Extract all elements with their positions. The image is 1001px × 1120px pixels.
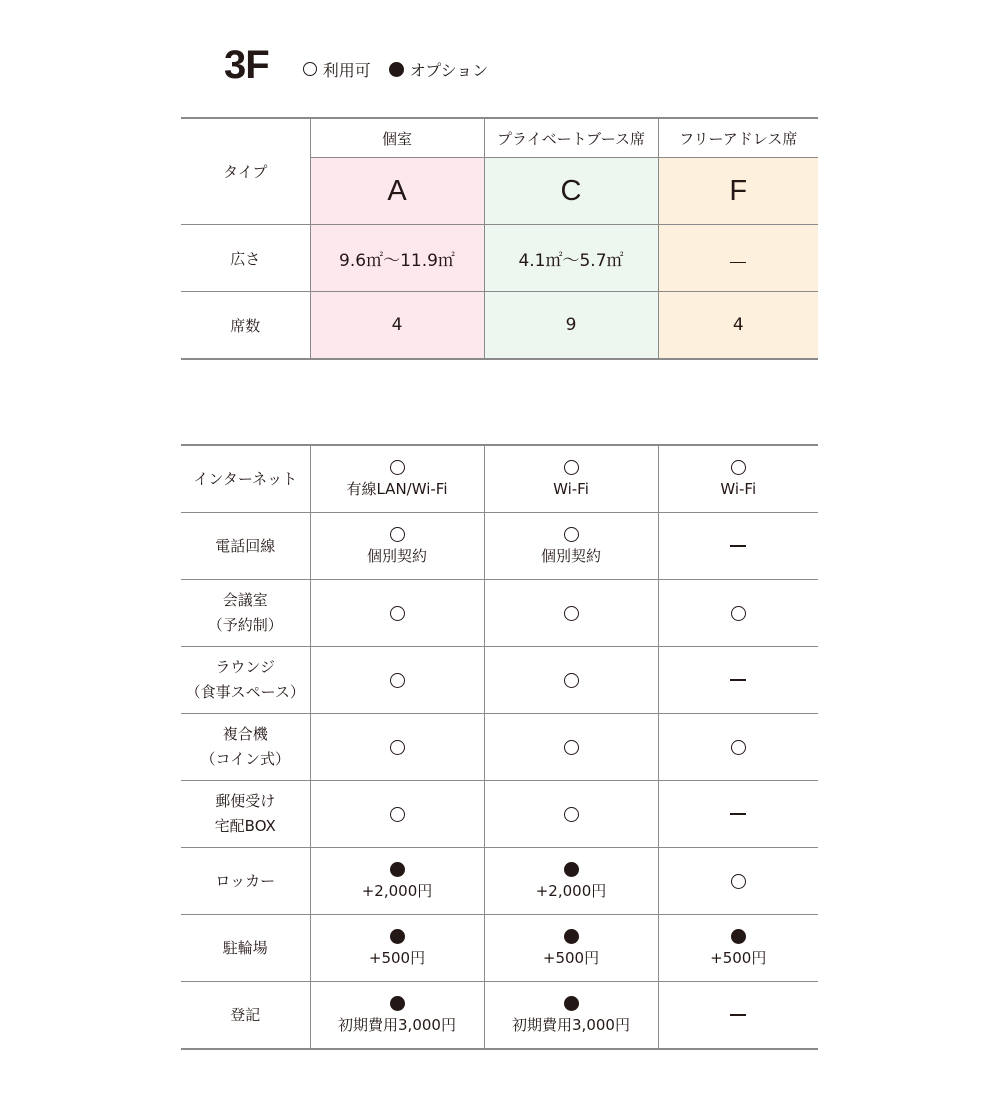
amenity-cell-f [658, 445, 818, 513]
open-circle-icon [564, 460, 579, 475]
amenity-cell-f [658, 647, 818, 714]
symbol-wrap [390, 804, 405, 824]
amenity-label-line: （予約制） [207, 616, 283, 634]
symbol-wrap [564, 993, 579, 1013]
symbol-wrap [731, 926, 746, 946]
cell-content [659, 536, 819, 556]
type-letter-a: A [310, 158, 484, 225]
seat-count-c: 9 [484, 292, 658, 360]
cell-content [659, 737, 819, 757]
amenity-label-line: 郵便受け [215, 792, 276, 810]
open-circle-icon [390, 740, 405, 755]
cell-note: +500円 [542, 949, 600, 967]
amenity-label-line: 宅配BOX [214, 817, 276, 835]
symbol-wrap [564, 737, 579, 757]
symbol-wrap [390, 524, 405, 544]
type-letter-c: C [484, 158, 658, 225]
open-circle-icon [564, 527, 579, 542]
area-row [181, 225, 818, 292]
open-circle-icon [564, 740, 579, 755]
amenity-table-body [181, 445, 818, 1049]
cell-content [485, 926, 658, 970]
open-circle-icon [731, 740, 746, 755]
filled-circle-icon [564, 996, 579, 1011]
amenity-cell-c [484, 445, 658, 513]
amenity-label [181, 714, 310, 781]
cell-content [311, 524, 484, 568]
amenity-cell-c [484, 781, 658, 848]
open-circle-icon [564, 807, 579, 822]
amenity-cell-a [310, 982, 484, 1050]
open-circle-icon [731, 874, 746, 889]
amenity-cell-c [484, 580, 658, 647]
amenity-label-line: インターネット [193, 469, 298, 488]
type-label: タイプ [181, 118, 310, 225]
amenity-cell-f [658, 848, 818, 915]
amenity-label-line: 電話回線 [215, 536, 276, 555]
area-value-f [658, 225, 818, 292]
open-circle-icon [390, 606, 405, 621]
cell-content [311, 670, 484, 690]
room-type-header-row [181, 118, 818, 158]
filled-circle-icon [390, 862, 405, 877]
amenity-cell-c [484, 647, 658, 714]
symbol-wrap [564, 859, 579, 879]
seat-count-a: 4 [310, 292, 484, 360]
cell-content [659, 804, 819, 824]
amenity-table [181, 444, 818, 1050]
cell-note: 個別契約 [540, 547, 601, 565]
filled-circle-icon [564, 862, 579, 877]
cell-content [485, 737, 658, 757]
legend-label-available: 利用可 [322, 60, 371, 80]
cell-content [659, 926, 819, 970]
cell-content [659, 871, 819, 891]
open-circle-icon [390, 460, 405, 475]
cell-content [311, 737, 484, 757]
area-label: 広さ [181, 225, 310, 292]
open-circle-icon [390, 807, 405, 822]
type-letter-f: F [658, 158, 818, 225]
amenity-label-line: 会議室 [222, 591, 268, 609]
symbol-wrap [390, 457, 405, 477]
amenity-cell-a [310, 580, 484, 647]
amenity-cell-c [484, 714, 658, 781]
dash-icon [730, 679, 746, 681]
filled-circle-icon [564, 929, 579, 944]
amenity-cell-a [310, 781, 484, 848]
cell-note: 初期費用3,000円 [512, 1016, 630, 1034]
open-circle-icon [731, 606, 746, 621]
symbol-wrap [390, 993, 405, 1013]
dash-icon [730, 262, 746, 264]
amenity-label [181, 647, 310, 714]
symbol-wrap [390, 603, 405, 623]
symbol-wrap [730, 1005, 746, 1025]
cell-content [311, 926, 484, 970]
amenity-label-line: （コイン式） [200, 750, 291, 768]
symbol-wrap [730, 804, 746, 824]
cell-note: 初期費用3,000円 [338, 1016, 456, 1034]
cell-content [485, 993, 658, 1037]
floor-title: 3F [224, 42, 269, 87]
area-value-c: 4.1㎡〜5.7㎡ [484, 225, 658, 292]
cell-note: Wi-Fi [720, 480, 757, 498]
amenity-label [181, 848, 310, 915]
cell-content [485, 670, 658, 690]
column-header-private-room: 個室 [310, 118, 484, 158]
cell-content [485, 804, 658, 824]
amenity-label-line: ラウンジ [215, 658, 276, 676]
cell-note: +500円 [368, 949, 426, 967]
amenity-cell-f [658, 781, 818, 848]
legend-item-option [389, 58, 489, 81]
amenity-label [181, 513, 310, 580]
cell-note: Wi-Fi [553, 480, 589, 498]
cell-content [659, 670, 819, 690]
cell-content [311, 859, 484, 903]
legend [303, 50, 507, 81]
symbol-wrap [390, 670, 405, 690]
seat-count-row [181, 292, 818, 360]
amenity-label [181, 580, 310, 647]
room-type-table [181, 117, 818, 360]
filled-circle-icon [390, 996, 405, 1011]
amenity-cell-f [658, 915, 818, 982]
table-row [181, 848, 818, 915]
cell-content [485, 603, 658, 623]
title-row [224, 40, 506, 90]
table-row [181, 714, 818, 781]
open-circle-icon [564, 673, 579, 688]
cell-content [485, 859, 658, 903]
cell-content [311, 603, 484, 623]
cell-note: +500円 [710, 949, 767, 967]
symbol-wrap [564, 524, 579, 544]
amenity-label-line: 駐輪場 [222, 938, 268, 957]
amenity-cell-f [658, 982, 818, 1050]
symbol-wrap [390, 859, 405, 879]
cell-content [485, 457, 658, 501]
amenity-cell-f [658, 513, 818, 580]
amenity-cell-f [658, 580, 818, 647]
amenity-cell-a [310, 915, 484, 982]
filled-circle-icon [389, 62, 404, 77]
table-row [181, 513, 818, 580]
area-value-a: 9.6㎡〜11.9㎡ [310, 225, 484, 292]
cell-content [311, 993, 484, 1037]
symbol-wrap [390, 737, 405, 757]
cell-note: 有線LAN/Wi-Fi [346, 480, 448, 498]
cell-content [485, 524, 658, 568]
amenity-cell-a [310, 445, 484, 513]
dash-icon [730, 1014, 746, 1016]
symbol-wrap [390, 926, 405, 946]
filled-circle-icon [390, 929, 405, 944]
filled-circle-icon [731, 929, 746, 944]
symbol-wrap [731, 603, 746, 623]
symbol-wrap [564, 926, 579, 946]
amenity-cell-a [310, 714, 484, 781]
amenity-cell-c [484, 513, 658, 580]
table-row [181, 647, 818, 714]
amenity-cell-a [310, 848, 484, 915]
symbol-wrap [730, 670, 746, 690]
amenity-label-line: 登記 [230, 1005, 261, 1024]
open-circle-icon [303, 62, 317, 76]
amenity-cell-c [484, 915, 658, 982]
cell-content [659, 1005, 819, 1025]
column-header-private-booth: プライベートブース席 [484, 118, 658, 158]
legend-item-available [303, 58, 371, 81]
open-circle-icon [390, 527, 405, 542]
amenity-cell-c [484, 848, 658, 915]
symbol-wrap [731, 457, 746, 477]
symbol-wrap [564, 804, 579, 824]
open-circle-icon [564, 606, 579, 621]
symbol-wrap [564, 603, 579, 623]
seat-count-f: 4 [658, 292, 818, 360]
cell-content [311, 457, 484, 501]
open-circle-icon [731, 460, 746, 475]
cell-content [659, 603, 819, 623]
legend-label-option: オプション [409, 60, 489, 80]
cell-note: 個別契約 [366, 547, 427, 565]
amenity-label [181, 781, 310, 848]
symbol-wrap [730, 536, 746, 556]
seat-count-label: 席数 [230, 316, 261, 335]
amenity-label-line: ロッカー [215, 871, 276, 890]
open-circle-icon [390, 673, 405, 688]
dash-icon [730, 545, 746, 547]
amenity-label [181, 982, 310, 1050]
amenity-label-line: 複合機 [222, 725, 268, 743]
symbol-wrap [731, 871, 746, 891]
amenity-label-line: （食事スペース） [185, 683, 305, 701]
amenity-label [181, 915, 310, 982]
symbol-wrap [564, 457, 579, 477]
cell-content [311, 804, 484, 824]
amenity-cell-a [310, 647, 484, 714]
symbol-wrap [564, 670, 579, 690]
cell-note: +2,000円 [361, 882, 433, 900]
amenity-cell-a [310, 513, 484, 580]
cell-note: +2,000円 [535, 882, 607, 900]
column-header-free-address: フリーアドレス席 [658, 118, 818, 158]
symbol-wrap [731, 737, 746, 757]
cell-content [659, 457, 819, 501]
table-row [181, 445, 818, 513]
table-row [181, 781, 818, 848]
amenity-cell-c [484, 982, 658, 1050]
amenity-cell-f [658, 714, 818, 781]
dash-icon [730, 813, 746, 815]
table-row [181, 580, 818, 647]
amenity-label [181, 445, 310, 513]
table-row [181, 982, 818, 1050]
table-row [181, 915, 818, 982]
